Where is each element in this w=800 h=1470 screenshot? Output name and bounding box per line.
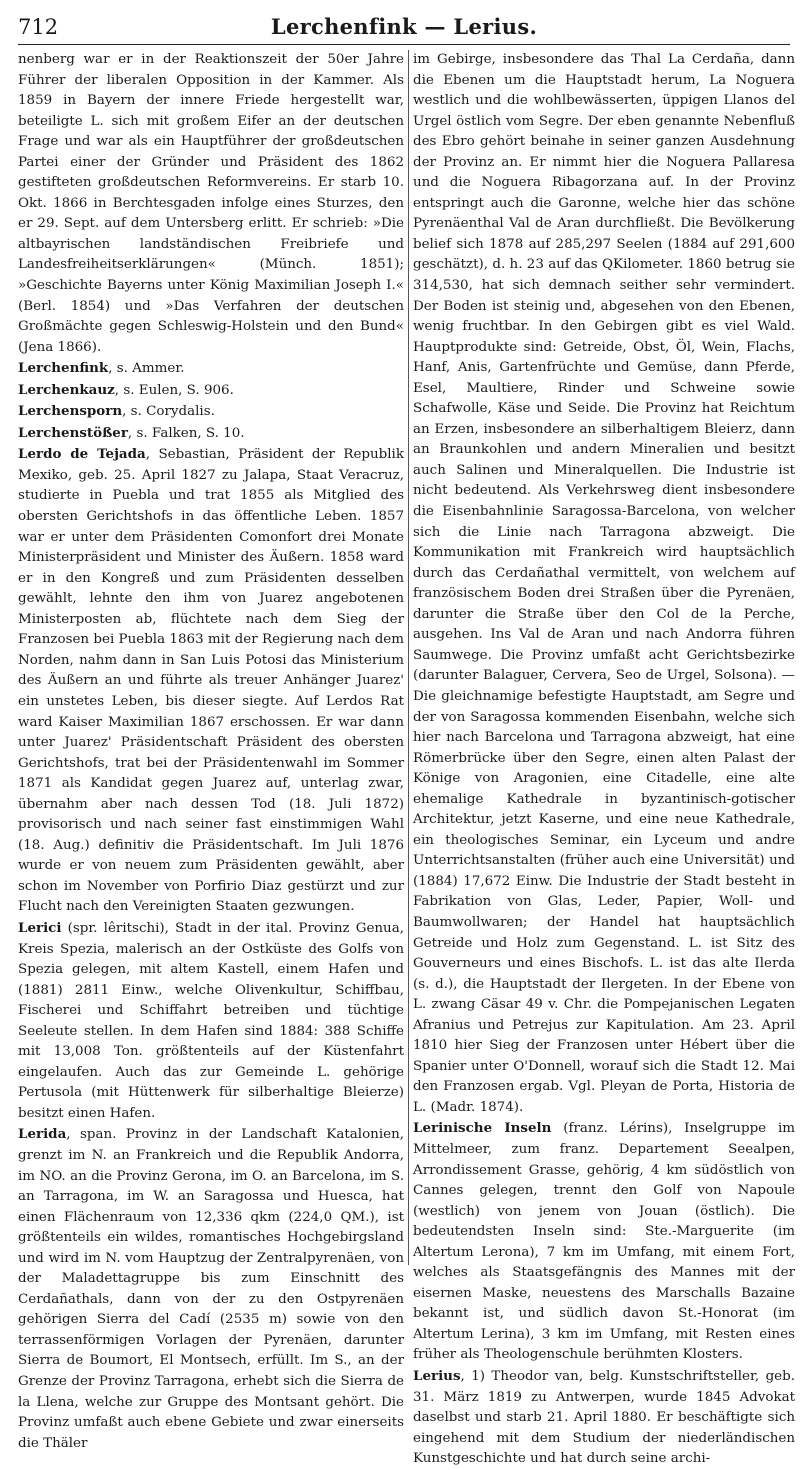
column-divider [408,50,409,1265]
headword: Lerida [18,1126,67,1143]
headword: Lerchensporn [18,403,123,420]
headword: Lerius [413,1368,461,1384]
entry: Lerchenstößer, s. Falken, S. 10. [18,424,245,441]
header-rule [18,44,790,45]
entry: nenberg war er in der Reaktionszeit der 50er Jahre Führer der liberalen Opposition in der Kammer. Als 1859 in Bayern der innere Friede hergestellt war, beteiligte L. sich mit großem Eifer an der deutschen Frage und war als ein Hauptführer der großdeutschen Partei einer der Gründer und Präsident des 1862 gestifteten großdeutschen Reformvereins. Er starb 10. Okt. 1866 in Berchtesgaden infolge eines Sturzes, den er 29. Sept. auf dem Untersberg erlitt. Er schrieb: »Die altbayrischen landständischen Freibriefe und Landesfreiheitserklärungen« (Münch. 1851); »Geschichte Bayerns unter König Maximilian Joseph I.« (Berl. 1854) und »Das Verfahren der deutschen Großmächte gegen Schleswig-Holstein und den Bund« (Jena 1866). [18,52,404,355]
entry: Lerius, 1) Theodor van, belg. Kunstschriftsteller, geb. 31. März 1819 zu Antwerpen, wurde 1845 Advokat daselbst und starb 21. April 1880. Er beschäftigte sich eingehend mit dem Studium der niederländischen Kunstgeschichte und hat durch seine archi- [413,1368,795,1467]
entry: Lerida, span. Provinz in der Landschaft Katalonien, grenzt im N. an Frankreich und die Republik Andorra, im NO. an die Provinz Gerona, im O. an Barcelona, im S. an Tarragona, im W. an Saragossa und Huesca, hat einen Flächenraum von 12,336 qkm (224,0 QM.), ist größtenteils ein wildes, romantisches Hochgebirgsland und wird im N. vom Hauptzug der Zentralpyrenäen, von der Maladettagruppe bis zum Einschnitt des Cerdañathals, dann von der zu den Ostpyrenäen gehörigen Sierra del Cadí (2535 m) sowie von den terrassenförmigen Vorlagen der Pyrenäen, darunter Sierra de Boumort, El Montsech, erfüllt. Im S., an der Grenze der Provinz Tarragona, erhebt sich die Sierra de la Llena, welche zur Gruppe des Montsant gehört. Die Provinz umfaßt auch ebene Gebiete und zwar einerseits die Thäler [18,1126,404,1451]
entry: Lerchensporn, s. Corydalis. [18,403,215,420]
entry: Lerinische Inseln (franz. Lérins), Inselgruppe im Mittelmeer, zum franz. Departement Seealpen, Arrondissement Grasse, gehörig, 4 km südöstlich von Cannes gelegen, trennt den Golf von Napoule (westlich) von jenem von Jouan (östlich). Die bedeutendsten Inseln sind: Ste.-Marguerite (im Altertum Lerona), 7 km im Umfang, mit einem Fort, welches als Staatsgefängnis des Mannes mit der eisernen Maske, neuestens des Marschalls Bazaine bekannt ist, und südlich davon St.-Honorat (im Altertum Lerina), 3 km im Umfang, mit Resten eines früher als Theologenschule berühmten Klosters. [413,1120,795,1363]
headword: Lerchenfink [18,360,109,377]
entry: im Gebirge, insbesondere das Thal La Cerdaña, dann die Ebenen um die Hauptstadt herum, La Noguera westlich und die wohlbewässerten, üppigen Llanos del Urgel östlich vom Segre. Der eben genannte Nebenfluß des Ebro gehört beinahe in seiner ganzen Ausdehnung der Provinz an. Er nimmt hier die Noguera Pallaresa und die Noguera Ribagorzana auf. In der Provinz entspringt auch die Garonne, welche hier das schöne Pyrenäenthal Val de Aran durchfließt. Die Bevölkerung belief sich 1878 auf 285,297 Seelen (1884 auf 291,600 geschätzt), d. h. 23 auf das QKilometer. 1860 betrug sie 314,530, hat sich demnach seither sehr vermindert. Der Boden ist steinig und, abgesehen von den Ebenen, wenig fruchtbar. In den Gebirgen gibt es viel Wald. Hauptprodukte sind: Getreide, Obst, Öl, Wein, Flachs, Hanf, Anis, Gartenfrüchte und Gemüse, dann Pferde, Esel, Maultiere, Rinder und Schweine sowie Schafwolle, Käse und Seide. Die Provinz hat Reichtum an Erzen, insbesondere an silberhaltigem Bleierz, dann an Braunkohlen und andern Mineralien und besitzt auch Salinen und Mineralquellen. Die Industrie ist nicht bedeutend. Als Verkehrsweg dient insbesondere die Eisenbahnlinie Saragossa-Barcelona, von welcher sich die Linie nach Tarragona abzweigt. Die Kommunikation mit Frankreich wird hauptsächlich durch das Cerdañathal vermittelt, von welchem auf französischem Boden drei Straßen über die Pyrenäen, darunter die Straße über den Col de la Perche, ausgehen. Ins Val de Aran und nach Andorra führen Saumwege. Die Provinz umfaßt acht Gerichtsbezirke (darunter Balaguer, Cervera, Seo de Urgel, Solsona). — Die gleichnamige befestigte Hauptstadt, am Segre und der von Saragossa kommenden Eisenbahn, welche sich hier nach Barcelona und Tarragona abzweigt, hat eine Römerbrücke über den Segre, einen alten Palast der Könige von Aragonien, eine Citadelle, eine alte ehemalige Kathedrale in byzantinisch-gotischer Architektur, jetzt Kaserne, und eine neue Kathedrale, ein theologisches Seminar, ein Lyceum und andre Unterrichtsanstalten (früher auch eine Universität) und (1884) 17,672 Einw. Die Industrie der Stadt besteht in Fabrikation von Glas, Leder, Papier, Woll- und Baumwollwaren; der Handel hat hauptsächlich Getreide und Holz zum Gegenstand. L. ist Sitz des Gouverneurs und eines Bischofs. L. ist das alte Ilerda (s. d.), die Hauptstadt der Ilergeten. In der Ebene von L. zwang Cäsar 49 v. Chr. die Pompejanischen Legaten Afranius und Petrejus zur Kapitulation. Am 23. April 1810 hier Sieg der Franzosen unter Hébert über die Spanier unter O'Donnell, worauf sich die Stadt 12. Mai den Franzosen ergab. Vgl. Pleyan de Porta, Historia de L. (Madr. 1874). [413,52,795,1115]
headword: Lerchenstößer [18,424,128,441]
page-number: 712 [18,15,59,39]
left-column [18,50,404,1451]
entry: Lerici (spr. lêritschi), Stadt in der ital. Provinz Genua, Kreis Spezia, malerisch an der Ostküste des Golfs von Spezia gelegen, mit altem Kastell, einem Hafen und (1881) 2811 Einw., welche Olivenkultur, Schiffbau, Fischerei und Schiffahrt betreiben und tüchtige Seeleute stellen. In dem Hafen sind 1884: 388 Schiffe mit 13,008 Ton. größtenteils auf der Küstenfahrt eingelaufen. Auch das zur Gemeinde L. gehörige Pertusola (mit Hüttenwerk für silberhaltige Bleierze) besitzt einen Hafen. [18,919,404,1121]
headword: Lerchenkauz [18,381,115,398]
headword: Lerinische Inseln [413,1120,552,1137]
running-head: Lerchenfink — Lerius. [270,14,538,39]
entry: Lerchenfink, s. Ammer. [18,360,185,377]
page-header [18,12,790,44]
headword: Lerici [18,919,62,936]
entry: Lerchenkauz, s. Eulen, S. 906. [18,381,234,398]
headword: Lerdo de Tejada [18,446,146,463]
entry: Lerdo de Tejada, Sebastian, Präsident der Republik Mexiko, geb. 25. April 1827 zu Jalapa, Staat Veracruz, studierte in Puebla und trat 1855 als Mitglied des obersten Gerichtshofs in das öffentliche Leben. 1857 war er unter dem Präsidenten Comonfort drei Monate Ministerpräsident und Minister des Äußern. 1858 ward er in den Kongreß und zum Präsidenten desselben gewählt, lehnte den ihm von Juarez angebotenen Ministerposten ab, flüchtete nach dem Sieg der Franzosen bei Puebla 1863 mit der Regierung nach dem Norden, nahm dann in San Luis Potosi das Ministerium des Äußern an und führte als treuer Anhänger Juarez' ein unstetes Leben, bis dieser siegte. Auf Lerdos Rat ward Kaiser Maximilian 1867 erschossen. Er war dann unter Juarez' Präsidentschaft Präsident des obersten Gerichtshofs, trat bei der Präsidentenwahl im Sommer 1871 als Kandidat gegen Juarez auf, unterlag zwar, übernahm aber nach dessen Tod (18. Juli 1872) provisorisch und nach seiner fast einstimmigen Wahl (18. Aug.) definitiv die Präsidentschaft. Im Juli 1876 wurde er von neuem zum Präsidenten gewählt, aber schon im November von Porfirio Diaz gestürzt und zur Flucht nach den Vereinigten Staaten gezwungen. [18,446,404,915]
right-column [413,50,795,1467]
